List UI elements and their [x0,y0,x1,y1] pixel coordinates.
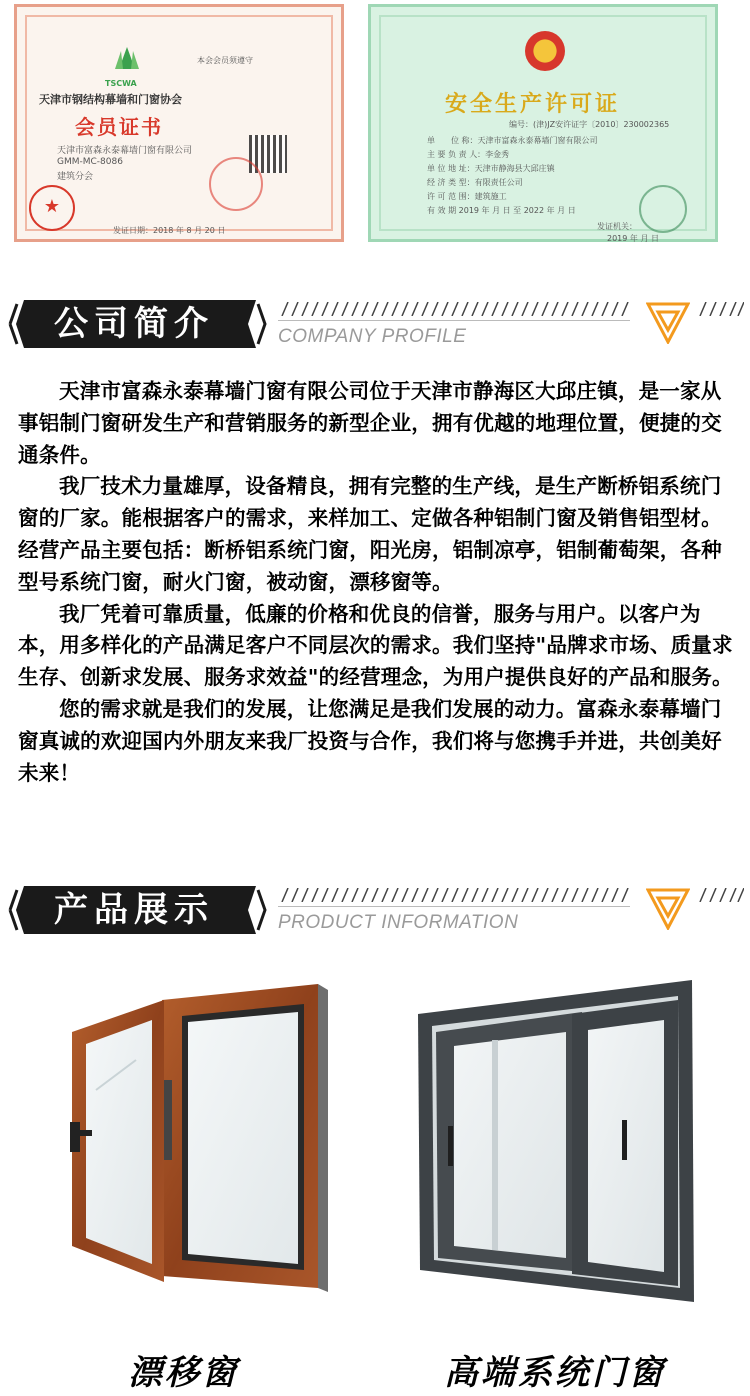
notice-text: 本会会员须遵守 [197,56,253,65]
section-header-profile [0,296,750,356]
tscwa-logo-icon [107,43,147,83]
product-caption: 高端系统门窗 [444,1353,666,1393]
membership-certificate [14,4,344,242]
logo-text: TSCWA [105,79,137,88]
intro-paragraph: 您的需求就是我们的发展，让您满足是我们发展的动力。富森永泰幕墙门窗真诚的欢迎国内外朋友来我厂投资与合作，我们将与您携手并进，共创美好未来！ [18,696,722,785]
intro-paragraph: 天津市富森永泰幕墙门窗有限公司位于天津市静海区大邱庄镇，是一家从事铝制门窗研发生产和营销服务的新型企业，拥有优越的地理位置，便捷的交通条件。 [18,379,722,467]
license-issuer: 发证机关： [597,222,637,231]
triangle-emblem-icon [646,886,690,930]
section-header-products [0,882,750,942]
cert-category: 建筑分会 [57,172,94,182]
license-title: 安全生产许可证 [445,91,621,117]
intro-paragraph: 我厂技术力量雄厚，设备精良，拥有完整的生产线，是生产断桥铝系统门窗的厂家。能根据客户的需求，来样加工、定做各种铝制门窗及销售铝型材。经营产品主要包括：断桥铝系统门窗，阳光房，铝制凉亭，铝制葡萄架，各种型号系统门窗，耐火门窗，被动窗，漂移窗等。 [18,474,722,594]
hatch-decoration-icon [696,302,744,316]
cert-date: 发证日期：2018 年 8 月 20 日 [113,226,226,235]
license-row: 有 效 期 2019 年 月 日 至 2022 年 月 日 [427,206,576,215]
national-emblem-icon [525,31,565,71]
intro-paragraph: 我厂凭着可靠质量，低廉的价格和优良的信誉，服务与用户。以客户为本，用多样化的产品满足客户不同层次的需求。我们坚持"品牌求市场、质量求生存、创新求发展、服务求效益"的经营理念，为用户提供良好的产品和服务。 [18,601,733,690]
org-title: 天津市钢结构幕墙和门窗协会 [39,93,182,106]
license-number: 编号：(津)JZ安许证字〔2010〕230002365 [509,120,670,129]
hatch-decoration-icon [278,888,630,902]
section-subtitle: COMPANY PROFILE [278,326,467,347]
triangle-emblem-icon [646,300,690,344]
cert-company: 天津市富森永泰幕墙门窗有限公司 [57,146,193,156]
cert-title: 会员证书 [75,115,163,139]
section-title: 产品展示 [54,890,214,930]
section-title: 公司简介 [54,304,214,344]
aluminum-sliding-window-image [412,970,702,1310]
hatch-decoration-icon [278,302,630,316]
divider-line [278,320,630,321]
safety-license-certificate [368,4,718,242]
license-row: 经 济 类 型：有限责任公司 [427,178,523,187]
hatch-decoration-icon [696,888,744,902]
license-row: 主 要 负 责 人：李金秀 [427,150,510,159]
license-row: 许 可 范 围：建筑施工 [427,192,507,201]
certificates-row [0,0,750,245]
section-subtitle: PRODUCT INFORMATION [278,912,519,933]
divider-line [278,906,630,907]
star-emblem-icon: ★ [29,185,75,231]
license-row: 单 位 称：天津市富森永泰幕墙门窗有限公司 [427,136,598,145]
company-intro [18,376,734,789]
green-seal-icon [639,185,687,233]
license-row: 单 位 地 址：天津市静海县大邱庄镇 [427,164,555,173]
license-issue-date: 2019 年 月 日 [607,234,659,243]
wood-casement-window-image [56,970,356,1310]
product-caption: 漂移窗 [128,1353,239,1393]
cert-number: GMM-MC-8086 [57,157,123,167]
red-seal-icon [209,157,263,211]
